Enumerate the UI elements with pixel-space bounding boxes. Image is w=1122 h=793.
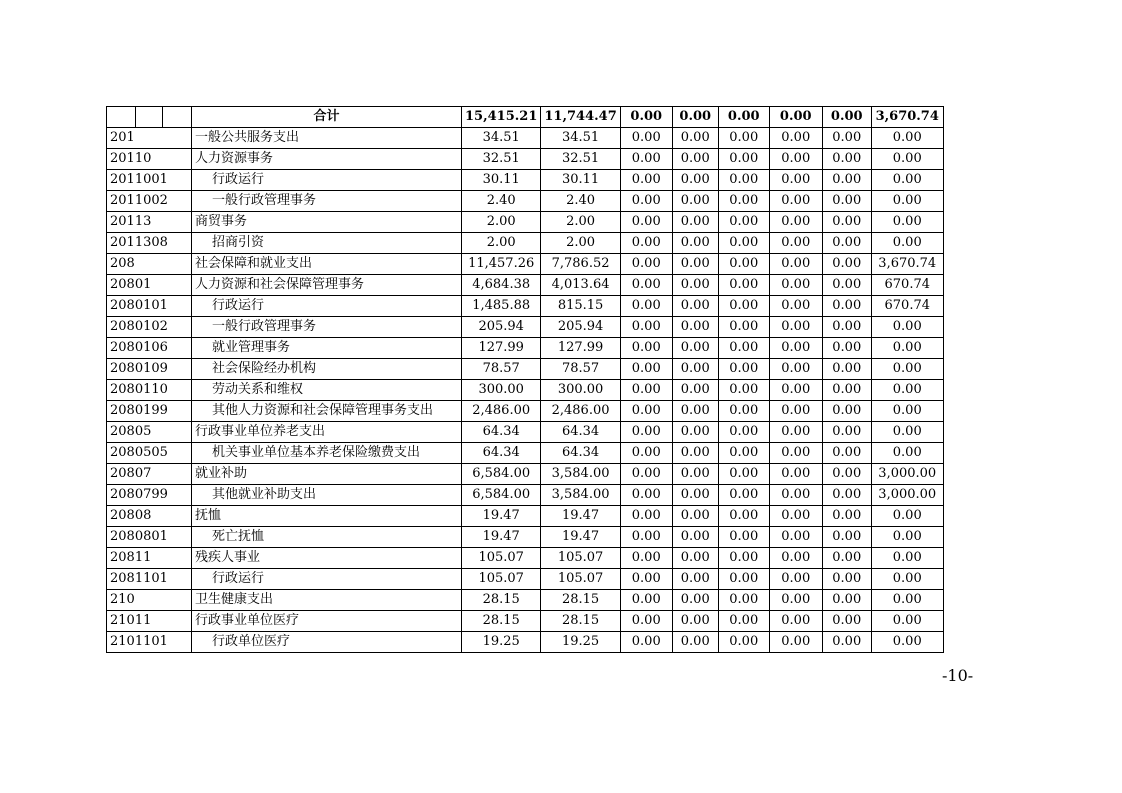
table-row: [107, 527, 944, 548]
amount-cell: 0.00: [822, 443, 871, 464]
amount-cell: 0.00: [620, 170, 672, 191]
subject-name: 行政事业单位医疗: [192, 611, 462, 632]
amount-cell: 19.47: [462, 506, 541, 527]
amount-cell: 0.00: [871, 422, 943, 443]
amount-cell: 0.00: [769, 359, 822, 380]
amount-cell: 0.00: [672, 254, 718, 275]
budget-expenditure-table: [106, 106, 944, 653]
subject-name: 其他就业补助支出: [192, 485, 462, 506]
amount-cell: 2.00: [462, 212, 541, 233]
table-row: [107, 485, 944, 506]
page-number: -10-: [942, 666, 974, 685]
amount-cell: 0.00: [620, 191, 672, 212]
amount-cell: 0.00: [718, 380, 769, 401]
subject-name: 招商引资: [192, 233, 462, 254]
amount-cell: 3,584.00: [541, 485, 620, 506]
amount-cell: 0.00: [672, 359, 718, 380]
amount-cell: 0.00: [718, 275, 769, 296]
table-row: [107, 149, 944, 170]
amount-cell: 0.00: [672, 296, 718, 317]
amount-cell: 0.00: [769, 212, 822, 233]
amount-cell: 0.00: [871, 317, 943, 338]
amount-cell: 19.47: [541, 527, 620, 548]
table-row: [107, 590, 944, 611]
amount-cell: 28.15: [462, 590, 541, 611]
amount-cell: 2.40: [541, 191, 620, 212]
subject-code: 2101101: [107, 632, 192, 653]
amount-cell: 1,485.88: [462, 296, 541, 317]
table-row: [107, 548, 944, 569]
amount-cell: 64.34: [541, 422, 620, 443]
amount-cell: 0.00: [620, 506, 672, 527]
subject-name: 商贸事务: [192, 212, 462, 233]
table-row: [107, 611, 944, 632]
amount-cell: 19.47: [462, 527, 541, 548]
subject-code: 20805: [107, 422, 192, 443]
amount-cell: 0.00: [718, 464, 769, 485]
table-row: [107, 359, 944, 380]
amount-cell: 19.25: [462, 632, 541, 653]
subject-code: 2011001: [107, 170, 192, 191]
subject-code: 2080102: [107, 317, 192, 338]
amount-cell: 0.00: [672, 233, 718, 254]
amount-cell: 2.00: [541, 212, 620, 233]
subject-code: 20807: [107, 464, 192, 485]
subject-code: 20801: [107, 275, 192, 296]
amount-cell: 0.00: [871, 527, 943, 548]
amount-cell: 0.00: [822, 380, 871, 401]
amount-cell: 6,584.00: [462, 464, 541, 485]
amount-cell: 78.57: [541, 359, 620, 380]
subject-code: 20808: [107, 506, 192, 527]
amount-cell: 7,786.52: [541, 254, 620, 275]
amount-cell: 64.34: [462, 443, 541, 464]
amount-cell: 0.00: [822, 590, 871, 611]
amount-cell: 0.00: [620, 338, 672, 359]
amount-cell: 0.00: [718, 569, 769, 590]
total-value: 15,415.21: [462, 107, 541, 128]
amount-cell: 0.00: [822, 506, 871, 527]
amount-cell: 300.00: [541, 380, 620, 401]
amount-cell: 0.00: [871, 233, 943, 254]
amount-cell: 0.00: [718, 401, 769, 422]
total-value: 0.00: [672, 107, 718, 128]
amount-cell: 0.00: [718, 485, 769, 506]
subject-code: 2080505: [107, 443, 192, 464]
amount-cell: 0.00: [672, 611, 718, 632]
amount-cell: 11,457.26: [462, 254, 541, 275]
subject-code: 2080199: [107, 401, 192, 422]
subject-code: 2080801: [107, 527, 192, 548]
amount-cell: 105.07: [541, 548, 620, 569]
amount-cell: 0.00: [620, 254, 672, 275]
amount-cell: 64.34: [462, 422, 541, 443]
amount-cell: 0.00: [871, 149, 943, 170]
amount-cell: 0.00: [822, 464, 871, 485]
amount-cell: 28.15: [541, 590, 620, 611]
amount-cell: 0.00: [620, 611, 672, 632]
total-value: 11,744.47: [541, 107, 620, 128]
subject-name: 行政事业单位养老支出: [192, 422, 462, 443]
amount-cell: 0.00: [769, 590, 822, 611]
table-row: [107, 212, 944, 233]
table-row: [107, 401, 944, 422]
amount-cell: 2.00: [462, 233, 541, 254]
amount-cell: 0.00: [672, 212, 718, 233]
amount-cell: 19.47: [541, 506, 620, 527]
amount-cell: 0.00: [769, 422, 822, 443]
amount-cell: 0.00: [822, 338, 871, 359]
amount-cell: 0.00: [822, 611, 871, 632]
amount-cell: 34.51: [541, 128, 620, 149]
amount-cell: 0.00: [620, 317, 672, 338]
amount-cell: 19.25: [541, 632, 620, 653]
amount-cell: 0.00: [769, 527, 822, 548]
amount-cell: 2.40: [462, 191, 541, 212]
amount-cell: 670.74: [871, 296, 943, 317]
amount-cell: 0.00: [718, 233, 769, 254]
amount-cell: 0.00: [871, 401, 943, 422]
subject-code: 2080110: [107, 380, 192, 401]
subject-code: 2080109: [107, 359, 192, 380]
amount-cell: 2,486.00: [541, 401, 620, 422]
table-row: [107, 506, 944, 527]
amount-cell: 4,013.64: [541, 275, 620, 296]
amount-cell: 0.00: [620, 485, 672, 506]
table-row: [107, 464, 944, 485]
amount-cell: 3,670.74: [871, 254, 943, 275]
amount-cell: 0.00: [718, 359, 769, 380]
subject-name: 行政运行: [192, 296, 462, 317]
amount-cell: 0.00: [672, 506, 718, 527]
subject-code: 2080799: [107, 485, 192, 506]
table-row: [107, 254, 944, 275]
subject-name: 抚恤: [192, 506, 462, 527]
table-row: [107, 275, 944, 296]
amount-cell: 0.00: [718, 212, 769, 233]
amount-cell: 0.00: [672, 191, 718, 212]
amount-cell: 0.00: [769, 569, 822, 590]
total-code-cell: [163, 107, 192, 128]
amount-cell: 0.00: [718, 590, 769, 611]
total-value: 0.00: [620, 107, 672, 128]
amount-cell: 0.00: [620, 380, 672, 401]
subject-code: 20110: [107, 149, 192, 170]
amount-cell: 0.00: [620, 296, 672, 317]
subject-name: 社会保险经办机构: [192, 359, 462, 380]
amount-cell: 0.00: [672, 380, 718, 401]
amount-cell: 0.00: [769, 485, 822, 506]
amount-cell: 0.00: [822, 548, 871, 569]
amount-cell: 0.00: [672, 149, 718, 170]
amount-cell: 105.07: [462, 548, 541, 569]
amount-cell: 32.51: [462, 149, 541, 170]
amount-cell: 0.00: [620, 128, 672, 149]
amount-cell: 0.00: [822, 317, 871, 338]
amount-cell: 815.15: [541, 296, 620, 317]
amount-cell: 3,000.00: [871, 464, 943, 485]
amount-cell: 30.11: [462, 170, 541, 191]
amount-cell: 0.00: [769, 317, 822, 338]
total-row: [107, 107, 944, 128]
amount-cell: 0.00: [822, 212, 871, 233]
amount-cell: 0.00: [769, 611, 822, 632]
subject-name: 卫生健康支出: [192, 590, 462, 611]
amount-cell: 0.00: [769, 191, 822, 212]
amount-cell: 0.00: [718, 527, 769, 548]
total-value: 3,670.74: [871, 107, 943, 128]
amount-cell: 2,486.00: [462, 401, 541, 422]
amount-cell: 0.00: [718, 443, 769, 464]
amount-cell: 0.00: [769, 128, 822, 149]
amount-cell: 4,684.38: [462, 275, 541, 296]
amount-cell: 0.00: [718, 506, 769, 527]
amount-cell: 0.00: [672, 317, 718, 338]
amount-cell: 0.00: [620, 275, 672, 296]
amount-cell: 0.00: [620, 401, 672, 422]
amount-cell: 0.00: [718, 254, 769, 275]
amount-cell: 0.00: [769, 380, 822, 401]
amount-cell: 0.00: [672, 170, 718, 191]
amount-cell: 0.00: [620, 149, 672, 170]
table-body: [107, 107, 944, 653]
amount-cell: 0.00: [871, 632, 943, 653]
amount-cell: 0.00: [718, 149, 769, 170]
table-row: [107, 191, 944, 212]
amount-cell: 0.00: [718, 128, 769, 149]
amount-cell: 0.00: [718, 422, 769, 443]
amount-cell: 0.00: [822, 296, 871, 317]
amount-cell: 0.00: [620, 359, 672, 380]
amount-cell: 6,584.00: [462, 485, 541, 506]
amount-cell: 0.00: [769, 464, 822, 485]
amount-cell: 64.34: [541, 443, 620, 464]
amount-cell: 0.00: [871, 170, 943, 191]
amount-cell: 0.00: [769, 233, 822, 254]
amount-cell: 0.00: [672, 443, 718, 464]
amount-cell: 127.99: [541, 338, 620, 359]
amount-cell: 0.00: [672, 527, 718, 548]
amount-cell: 0.00: [672, 569, 718, 590]
amount-cell: 0.00: [620, 632, 672, 653]
table-row: [107, 422, 944, 443]
amount-cell: 28.15: [541, 611, 620, 632]
table-row: [107, 380, 944, 401]
amount-cell: 0.00: [822, 149, 871, 170]
amount-cell: 0.00: [769, 548, 822, 569]
total-label: 合计: [192, 107, 462, 128]
amount-cell: 0.00: [769, 149, 822, 170]
amount-cell: 0.00: [672, 275, 718, 296]
amount-cell: 205.94: [462, 317, 541, 338]
amount-cell: 205.94: [541, 317, 620, 338]
subject-name: 一般行政管理事务: [192, 317, 462, 338]
table-row: [107, 569, 944, 590]
amount-cell: 0.00: [620, 464, 672, 485]
subject-code: 208: [107, 254, 192, 275]
table-row: [107, 128, 944, 149]
amount-cell: 0.00: [718, 170, 769, 191]
amount-cell: 28.15: [462, 611, 541, 632]
total-value: 0.00: [718, 107, 769, 128]
subject-name: 其他人力资源和社会保障管理事务支出: [192, 401, 462, 422]
amount-cell: 0.00: [871, 506, 943, 527]
subject-name: 人力资源和社会保障管理事务: [192, 275, 462, 296]
table-row: [107, 338, 944, 359]
subject-code: 20811: [107, 548, 192, 569]
amount-cell: 0.00: [672, 632, 718, 653]
amount-cell: 32.51: [541, 149, 620, 170]
amount-cell: 670.74: [871, 275, 943, 296]
amount-cell: 0.00: [672, 401, 718, 422]
subject-code: 20113: [107, 212, 192, 233]
amount-cell: 0.00: [871, 128, 943, 149]
amount-cell: 34.51: [462, 128, 541, 149]
subject-code: 2081101: [107, 569, 192, 590]
subject-name: 残疾人事业: [192, 548, 462, 569]
amount-cell: 0.00: [672, 128, 718, 149]
amount-cell: 127.99: [462, 338, 541, 359]
amount-cell: 0.00: [718, 317, 769, 338]
amount-cell: 0.00: [769, 632, 822, 653]
subject-code: 2080106: [107, 338, 192, 359]
amount-cell: 0.00: [769, 254, 822, 275]
amount-cell: 0.00: [718, 191, 769, 212]
amount-cell: 0.00: [620, 233, 672, 254]
amount-cell: 0.00: [769, 170, 822, 191]
amount-cell: 0.00: [871, 380, 943, 401]
amount-cell: 0.00: [672, 464, 718, 485]
amount-cell: 0.00: [871, 338, 943, 359]
amount-cell: 0.00: [871, 212, 943, 233]
amount-cell: 0.00: [672, 422, 718, 443]
amount-cell: 0.00: [822, 401, 871, 422]
amount-cell: 3,000.00: [871, 485, 943, 506]
amount-cell: 0.00: [769, 338, 822, 359]
amount-cell: 0.00: [822, 254, 871, 275]
amount-cell: 0.00: [769, 296, 822, 317]
amount-cell: 105.07: [541, 569, 620, 590]
amount-cell: 0.00: [871, 191, 943, 212]
amount-cell: 0.00: [871, 590, 943, 611]
amount-cell: 0.00: [718, 611, 769, 632]
subject-name: 一般公共服务支出: [192, 128, 462, 149]
subject-name: 社会保障和就业支出: [192, 254, 462, 275]
table-row: [107, 317, 944, 338]
table-row: [107, 443, 944, 464]
amount-cell: 78.57: [462, 359, 541, 380]
table-row: [107, 233, 944, 254]
amount-cell: 0.00: [672, 485, 718, 506]
subject-code: 2011308: [107, 233, 192, 254]
amount-cell: 0.00: [822, 632, 871, 653]
subject-name: 就业补助: [192, 464, 462, 485]
amount-cell: 0.00: [620, 569, 672, 590]
subject-code: 2011002: [107, 191, 192, 212]
amount-cell: 0.00: [822, 422, 871, 443]
subject-name: 死亡抚恤: [192, 527, 462, 548]
amount-cell: 0.00: [769, 506, 822, 527]
amount-cell: 0.00: [822, 485, 871, 506]
subject-code: 21011: [107, 611, 192, 632]
amount-cell: 0.00: [718, 548, 769, 569]
amount-cell: 0.00: [769, 275, 822, 296]
subject-code: 210: [107, 590, 192, 611]
total-code-cell: [107, 107, 136, 128]
subject-name: 就业管理事务: [192, 338, 462, 359]
amount-cell: 0.00: [822, 359, 871, 380]
amount-cell: 0.00: [672, 590, 718, 611]
table-row: [107, 632, 944, 653]
amount-cell: 0.00: [620, 422, 672, 443]
amount-cell: 0.00: [769, 401, 822, 422]
amount-cell: 0.00: [871, 443, 943, 464]
amount-cell: 0.00: [871, 359, 943, 380]
subject-code: 2080101: [107, 296, 192, 317]
amount-cell: 0.00: [822, 233, 871, 254]
total-value: 0.00: [822, 107, 871, 128]
amount-cell: 105.07: [462, 569, 541, 590]
subject-name: 行政单位医疗: [192, 632, 462, 653]
amount-cell: 3,584.00: [541, 464, 620, 485]
amount-cell: 0.00: [672, 548, 718, 569]
amount-cell: 0.00: [769, 443, 822, 464]
amount-cell: 0.00: [822, 275, 871, 296]
amount-cell: 300.00: [462, 380, 541, 401]
subject-name: 一般行政管理事务: [192, 191, 462, 212]
subject-code: 201: [107, 128, 192, 149]
amount-cell: 0.00: [718, 632, 769, 653]
amount-cell: 0.00: [620, 212, 672, 233]
amount-cell: 2.00: [541, 233, 620, 254]
amount-cell: 0.00: [718, 338, 769, 359]
amount-cell: 0.00: [822, 128, 871, 149]
amount-cell: 0.00: [822, 569, 871, 590]
total-code-cell: [136, 107, 163, 128]
amount-cell: 0.00: [620, 590, 672, 611]
amount-cell: 0.00: [822, 527, 871, 548]
amount-cell: 0.00: [822, 170, 871, 191]
amount-cell: 0.00: [871, 548, 943, 569]
subject-name: 人力资源事务: [192, 149, 462, 170]
amount-cell: 0.00: [620, 548, 672, 569]
subject-name: 行政运行: [192, 569, 462, 590]
amount-cell: 0.00: [672, 338, 718, 359]
table-row: [107, 296, 944, 317]
amount-cell: 0.00: [718, 296, 769, 317]
amount-cell: 0.00: [822, 191, 871, 212]
subject-name: 劳动关系和维权: [192, 380, 462, 401]
subject-name: 机关事业单位基本养老保险缴费支出: [192, 443, 462, 464]
amount-cell: 0.00: [871, 611, 943, 632]
amount-cell: 0.00: [620, 443, 672, 464]
total-value: 0.00: [769, 107, 822, 128]
subject-name: 行政运行: [192, 170, 462, 191]
table-row: [107, 170, 944, 191]
amount-cell: 30.11: [541, 170, 620, 191]
amount-cell: 0.00: [871, 569, 943, 590]
amount-cell: 0.00: [620, 527, 672, 548]
